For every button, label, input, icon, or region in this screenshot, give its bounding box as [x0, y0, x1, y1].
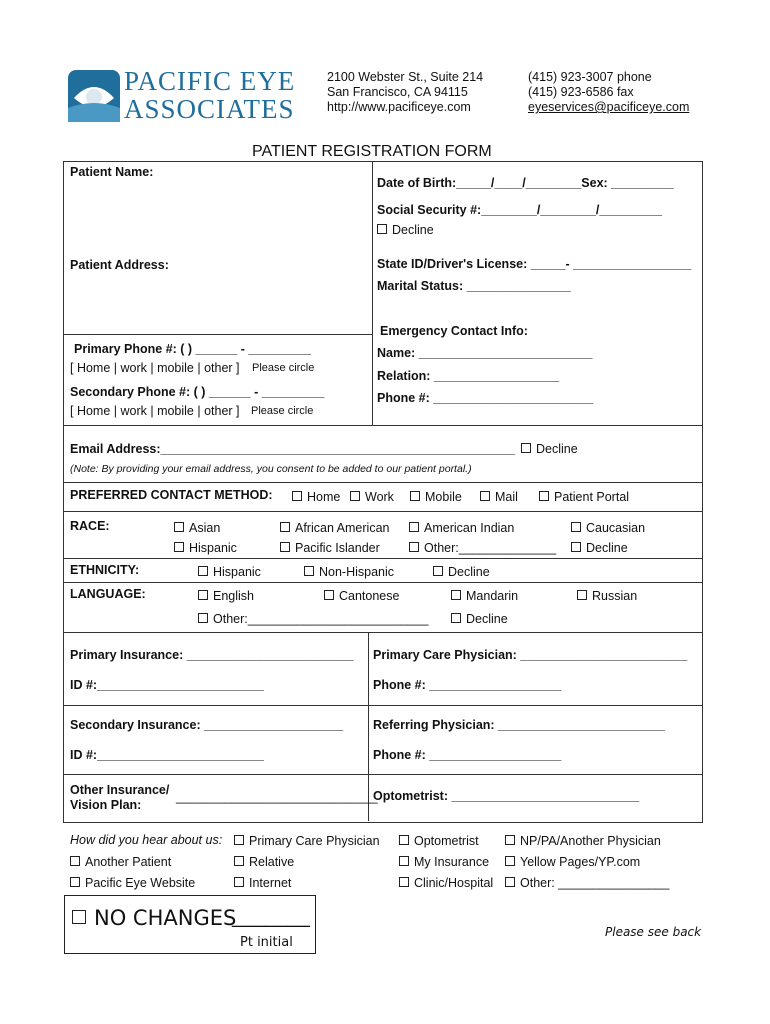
ssn-decline-checkbox[interactable]: Decline	[377, 223, 434, 237]
contact-portal-checkbox[interactable]: Patient Portal	[539, 490, 629, 504]
form-title: PATIENT REGISTRATION FORM	[252, 143, 492, 160]
logo-line1: PACIFIC EYE	[124, 66, 296, 96]
logo	[66, 66, 306, 126]
contact-method-label: PREFERRED CONTACT METHOD:	[70, 488, 273, 502]
other-insurance-label-line1: Other Insurance/	[70, 783, 170, 797]
language-english-checkbox[interactable]: English	[198, 589, 254, 603]
see-back-note: Please see back	[605, 925, 702, 939]
checkbox-icon	[577, 590, 587, 600]
checkbox-icon	[234, 835, 244, 845]
optometrist-field[interactable]: Optometrist: ___________________________	[373, 789, 640, 803]
referral-optometrist-checkbox[interactable]: Optometrist	[399, 834, 479, 848]
referral-relative-checkbox[interactable]: Relative	[234, 855, 294, 869]
other-insurance-field[interactable]: _____________________________	[176, 790, 378, 804]
language-mandarin-checkbox[interactable]: Mandarin	[451, 589, 518, 603]
checkbox-icon	[451, 613, 461, 623]
pcp-phone-field[interactable]: Phone #: ___________________	[373, 678, 562, 692]
referral-question: How did you hear about us:	[70, 833, 223, 847]
emergency-contact-heading: Emergency Contact Info:	[380, 324, 528, 338]
checkbox-icon	[451, 590, 461, 600]
checkbox-icon	[505, 835, 515, 845]
race-label: RACE:	[70, 519, 110, 533]
drivers-license-field[interactable]: State ID/Driver's License: _____- _________________	[377, 257, 692, 271]
language-decline-checkbox[interactable]: Decline	[451, 612, 508, 626]
secondary-insurance-field[interactable]: Secondary Insurance: ____________________	[70, 718, 344, 732]
primary-phone-type[interactable]: [ Home | work | mobile | other ]	[70, 361, 240, 375]
language-label: LANGUAGE:	[70, 587, 146, 601]
checkbox-icon	[480, 491, 490, 501]
ethnicity-label: ETHNICITY:	[70, 563, 140, 577]
clinic-website-link[interactable]: http://www.pacificeye.com	[327, 100, 471, 114]
checkbox-icon	[174, 522, 184, 532]
checkbox-icon	[399, 856, 409, 866]
primary-phone-field[interactable]: Primary Phone #: ( ) ______ - _________	[74, 342, 311, 356]
email-decline-checkbox[interactable]: Decline	[521, 442, 578, 456]
checkbox-icon	[198, 590, 208, 600]
contact-mail-checkbox[interactable]: Mail	[480, 490, 518, 504]
no-changes-checkbox[interactable]: NO CHANGES	[72, 906, 236, 930]
clinic-address-line1: 2100 Webster St., Suite 214	[327, 70, 484, 84]
checkbox-icon	[433, 566, 443, 576]
checkbox-icon	[198, 613, 208, 623]
checkbox-icon	[174, 542, 184, 552]
primary-insurance-field[interactable]: Primary Insurance: ________________________	[70, 648, 354, 662]
referring-physician-field[interactable]: Referring Physician: ________________________	[373, 718, 665, 732]
race-pacific-islander-checkbox[interactable]: Pacific Islander	[280, 541, 380, 555]
marital-status-field[interactable]: Marital Status: _______________	[377, 279, 571, 293]
race-decline-checkbox[interactable]: Decline	[571, 541, 628, 555]
patient-name-label[interactable]: Patient Name:	[70, 165, 154, 179]
referral-pcp-checkbox[interactable]: Primary Care Physician	[234, 834, 380, 848]
checkbox-icon	[234, 877, 244, 887]
language-russian-checkbox[interactable]: Russian	[577, 589, 637, 603]
email-consent-note: (Note: By providing your email address, you consent to be added to our patient portal.)	[70, 463, 472, 475]
checkbox-icon	[377, 224, 387, 234]
clinic-email-link[interactable]: eyeservices@pacificeye.com	[528, 100, 690, 114]
contact-mobile-checkbox[interactable]: Mobile	[410, 490, 462, 504]
checkbox-icon	[539, 491, 549, 501]
race-hispanic-checkbox[interactable]: Hispanic	[174, 541, 237, 555]
checkbox-icon	[410, 491, 420, 501]
referral-other-checkbox[interactable]: Other: ________________	[505, 876, 669, 890]
checkbox-icon	[280, 522, 290, 532]
emergency-phone-field[interactable]: Phone #: _______________________	[377, 391, 594, 405]
checkbox-icon	[409, 542, 419, 552]
emergency-relation-field[interactable]: Relation: __________________	[377, 369, 560, 383]
race-asian-checkbox[interactable]: Asian	[174, 521, 220, 535]
primary-insurance-id-field[interactable]: ID #:________________________	[70, 678, 264, 692]
checkbox-icon	[571, 542, 581, 552]
checkbox-icon	[292, 491, 302, 501]
referral-another-patient-checkbox[interactable]: Another Patient	[70, 855, 171, 869]
checkbox-icon	[521, 443, 531, 453]
language-cantonese-checkbox[interactable]: Cantonese	[324, 589, 399, 603]
secondary-phone-field[interactable]: Secondary Phone #: ( ) ______ - _________	[70, 385, 325, 399]
primary-phone-please-circle: Please circle	[252, 362, 315, 374]
race-other-checkbox[interactable]: Other:______________	[409, 541, 556, 555]
ethnicity-hispanic-checkbox[interactable]: Hispanic	[198, 565, 261, 579]
referral-yellow-pages-checkbox[interactable]: Yellow Pages/YP.com	[505, 855, 640, 869]
pcp-field[interactable]: Primary Care Physician: ________________________	[373, 648, 688, 662]
logo-line2: ASSOCIATES	[124, 94, 295, 124]
contact-home-checkbox[interactable]: Home	[292, 490, 340, 504]
emergency-name-field[interactable]: Name: _________________________	[377, 346, 593, 360]
email-field[interactable]: Email Address:___________________________________________________	[70, 442, 516, 456]
race-caucasian-checkbox[interactable]: Caucasian	[571, 521, 645, 535]
patient-address-label[interactable]: Patient Address:	[70, 258, 169, 272]
secondary-phone-type[interactable]: [ Home | work | mobile | other ]	[70, 404, 240, 418]
checkbox-icon	[72, 910, 86, 924]
race-american-indian-checkbox[interactable]: American Indian	[409, 521, 514, 535]
checkbox-icon	[70, 856, 80, 866]
eye-logo-icon	[66, 68, 122, 124]
clinic-phone: (415) 923-3007 phone	[528, 70, 652, 84]
clinic-address-line2: San Francisco, CA 94115	[327, 85, 468, 99]
secondary-phone-please-circle: Please circle	[251, 405, 314, 417]
checkbox-icon	[505, 877, 515, 887]
checkbox-icon	[409, 522, 419, 532]
ssn-field[interactable]: Social Security #:________/________/_________	[377, 203, 662, 217]
pt-initial-label: Pt initial	[240, 935, 293, 950]
referral-website-checkbox[interactable]: Pacific Eye Website	[70, 876, 195, 890]
checkbox-icon	[399, 877, 409, 887]
contact-work-checkbox[interactable]: Work	[350, 490, 394, 504]
referral-internet-checkbox[interactable]: Internet	[234, 876, 291, 890]
referral-np-pa-checkbox[interactable]: NP/PA/Another Physician	[505, 834, 661, 848]
clinic-fax: (415) 923-6586 fax	[528, 85, 634, 99]
checkbox-icon	[324, 590, 334, 600]
checkbox-icon	[505, 856, 515, 866]
other-insurance-label-line2: Vision Plan:	[70, 798, 142, 812]
referral-clinic-checkbox[interactable]: Clinic/Hospital	[399, 876, 493, 890]
checkbox-icon	[198, 566, 208, 576]
referring-phone-field[interactable]: Phone #: ___________________	[373, 748, 562, 762]
checkbox-icon	[70, 877, 80, 887]
race-african-american-checkbox[interactable]: African American	[280, 521, 389, 535]
checkbox-icon	[234, 856, 244, 866]
language-other-checkbox[interactable]: Other:__________________________	[198, 612, 429, 626]
ethnicity-non-hispanic-checkbox[interactable]: Non-Hispanic	[304, 565, 394, 579]
pt-initial-blank[interactable]: _______	[232, 906, 310, 928]
dob-sex-field[interactable]: Date of Birth:_____/____/________Sex: _________	[377, 176, 674, 190]
secondary-insurance-id-field[interactable]: ID #:________________________	[70, 748, 264, 762]
referral-my-insurance-checkbox[interactable]: My Insurance	[399, 855, 489, 869]
checkbox-icon	[280, 542, 290, 552]
ethnicity-decline-checkbox[interactable]: Decline	[433, 565, 490, 579]
checkbox-icon	[350, 491, 360, 501]
checkbox-icon	[399, 835, 409, 845]
checkbox-icon	[571, 522, 581, 532]
checkbox-icon	[304, 566, 314, 576]
